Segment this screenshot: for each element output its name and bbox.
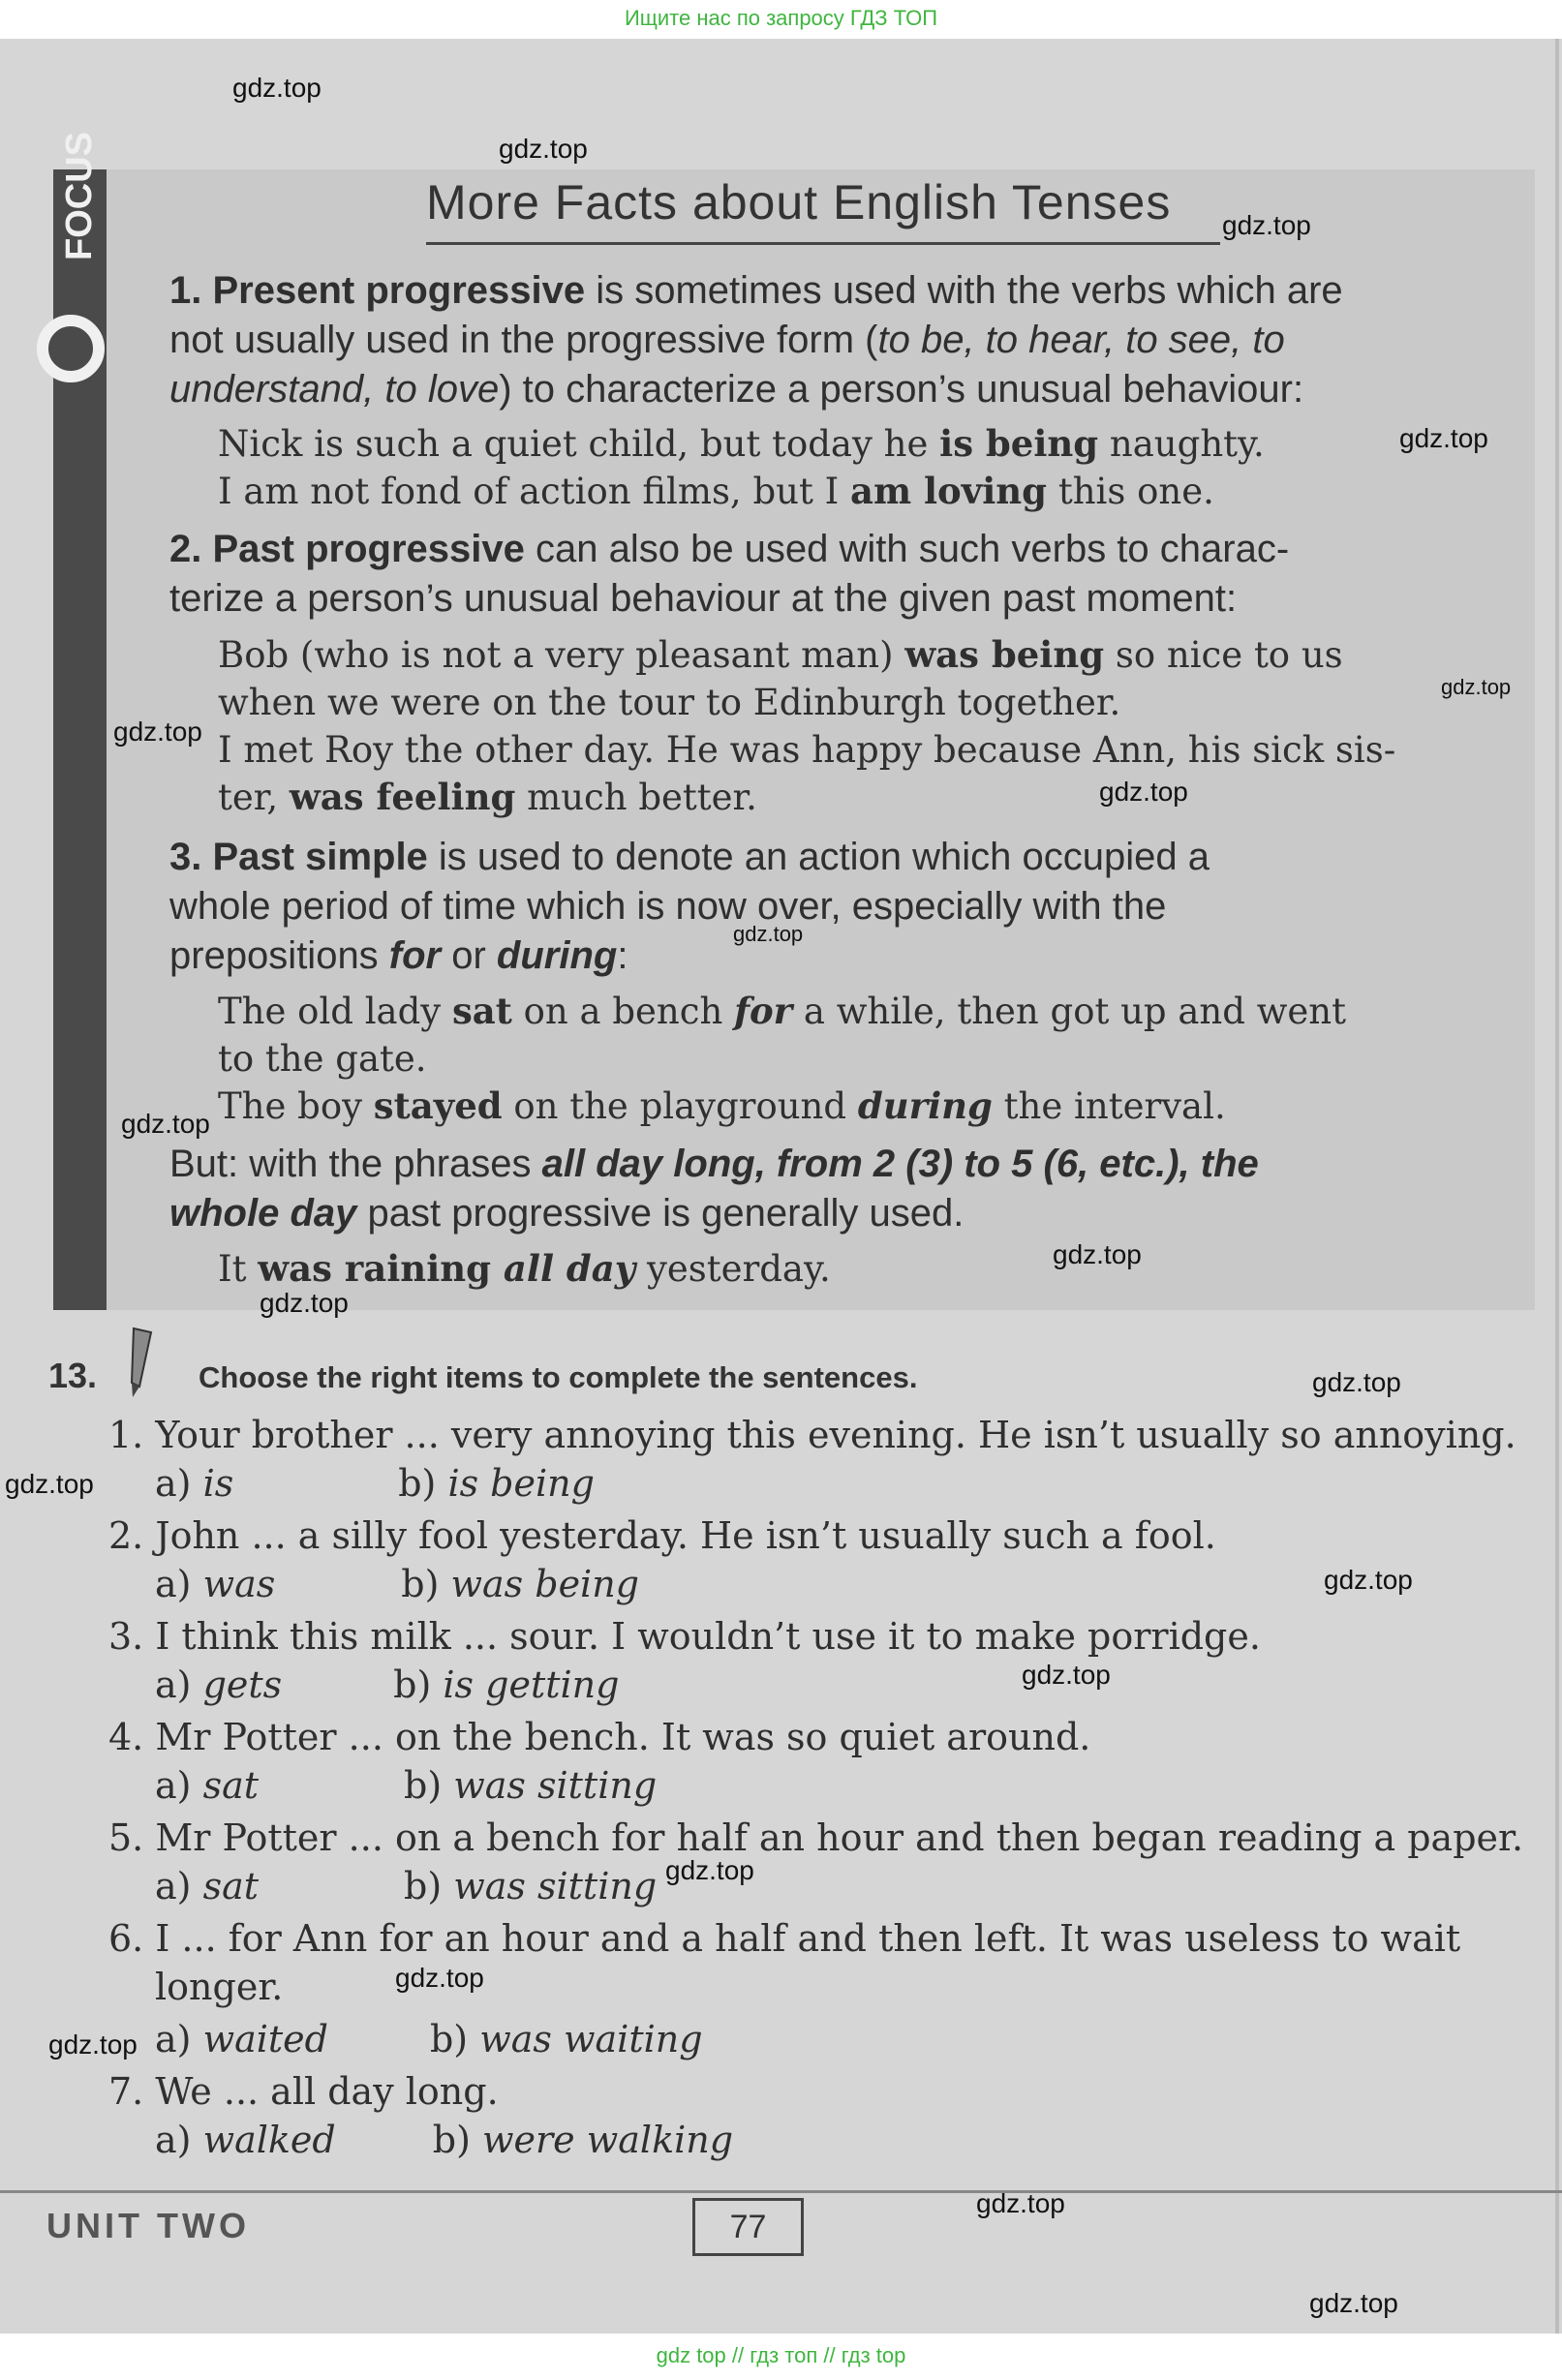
watermark: gdz.top <box>1399 423 1488 453</box>
exercise-instruction: Choose the right items to complete the sentences. <box>199 1360 918 1394</box>
watermark: gdz.top <box>113 717 202 747</box>
watermark: gdz.top <box>1312 1367 1401 1397</box>
watermark: gdz.top <box>395 1963 484 1993</box>
exercise-item-3-options: a) gets b) is getting <box>155 1663 620 1706</box>
rule-1-line-3: understand, to love) to characterize a person’s unusual behaviour: <box>169 368 1304 411</box>
exercise-item-7-options: a) walked b) were walking <box>155 2119 734 2161</box>
watermark: gdz.top <box>733 922 804 946</box>
watermark: gdz.top <box>1222 210 1311 240</box>
watermark: gdz.top <box>121 1109 210 1139</box>
watermark: gdz.top <box>260 1288 349 1318</box>
example-2a-line-1: Bob (who is not a very pleasant man) was being so nice to us <box>218 633 1343 676</box>
exercise-item-6-options: a) waited b) was waiting <box>155 2018 703 2060</box>
unit-label: UNIT TWO <box>46 2206 250 2245</box>
rule-1-line-1: 1. Present progressive is sometimes used with the verbs which are <box>169 269 1343 312</box>
watermark: gdz.top <box>665 1855 754 1885</box>
section-title: More Facts about English Tenses <box>426 175 1172 229</box>
exercise-item-1-options: a) is b) is being <box>155 1462 595 1505</box>
page-edge <box>1555 39 1559 2334</box>
but-note-line-1: But: with the phrases all day long, from 2 (3) to 5 (6, etc.), the <box>169 1143 1259 1185</box>
rule-1-line-2: not usually used in the progressive form (to be, to hear, to see, to <box>169 319 1285 361</box>
footer-rule <box>0 2190 1562 2193</box>
example-3a-line-1: The old lady sat on a bench for a while, then got up and went <box>218 990 1346 1032</box>
exercise-item-3-question: 3. I think this milk ... sour. I wouldn’t use it to make porridge. <box>108 1615 1261 1658</box>
watermark: gdz.top <box>1099 777 1188 807</box>
example-2b-line-1: I met Roy the other day. He was happy because Ann, his sick sis- <box>218 729 1396 771</box>
title-underline <box>426 242 1220 245</box>
example-2b-line-2: ter, was feeling much better. <box>218 776 757 818</box>
exercise-number: 13. <box>48 1356 98 1395</box>
rule-2-line-2: terize a person’s unusual behaviour at the given past moment: <box>169 577 1238 620</box>
exercise-item-2-question: 2. John ... a silly fool yesterday. He isn’t usually such a fool. <box>108 1514 1216 1557</box>
focus-side-label-text: FOCUS <box>59 132 100 260</box>
exercise-item-4-options: a) sat b) was sitting <box>155 1764 658 1807</box>
example-3a-line-2: to the gate. <box>218 1038 427 1080</box>
watermark: gdz.top <box>48 2029 138 2060</box>
exercise-item-5-options: a) sat b) was sitting <box>155 1865 658 1907</box>
example-1a: Nick is such a quiet child, but today he is being naughty. <box>218 422 1265 465</box>
exercise-item-1-question: 1. Your brother ... very annoying this evening. He isn’t usually so annoying. <box>108 1414 1516 1456</box>
top-banner[interactable]: Ищите нас по запросу ГДЗ ТОП <box>624 6 938 30</box>
watermark: gdz.top <box>1324 1565 1413 1595</box>
but-note-line-2: whole day past progressive is generally used. <box>169 1192 965 1235</box>
watermark: gdz.top <box>232 73 322 103</box>
watermark: gdz.top <box>1022 1660 1111 1690</box>
watermark: gdz.top <box>976 2188 1065 2218</box>
rule-3-line-2: whole period of time which is now over, especially with the <box>169 885 1167 928</box>
focus-o-icon <box>37 315 105 382</box>
example-2a-line-2: when we were on the tour to Edinburgh together. <box>218 682 1121 723</box>
exercise-item-6-question-cont: longer. <box>155 1966 284 2008</box>
example-4: It was raining all day yesterday. <box>218 1247 831 1290</box>
page-number: 77 <box>692 2198 804 2256</box>
watermark: gdz.top <box>499 134 588 164</box>
bottom-banner[interactable]: gdz top // гдз топ // гдз top <box>0 2334 1562 2380</box>
watermark: gdz.top <box>5 1469 94 1499</box>
watermark: gdz.top <box>1053 1239 1142 1269</box>
exercise-item-6-question: 6. I ... for Ann for an hour and a half and then left. It was useless to wait <box>108 1917 1461 1960</box>
rule-3-line-1: 3. Past simple is used to denote an action which occupied a <box>169 836 1210 878</box>
rule-3-line-3: prepositions for or during: <box>169 934 628 977</box>
example-1b: I am not fond of action films, but I am loving this one. <box>218 470 1214 512</box>
exercise-item-4-question: 4. Mr Potter ... on the bench. It was so quiet around. <box>108 1716 1091 1758</box>
pencil-icon <box>126 1327 155 1399</box>
exercise-item-5-question: 5. Mr Potter ... on a bench for half an hour and then began reading a paper. <box>108 1816 1524 1859</box>
example-3b: The boy stayed on the playground during the interval. <box>218 1084 1226 1127</box>
rule-2-line-1: 2. Past progressive can also be used with such verbs to charac- <box>169 528 1290 570</box>
watermark: gdz.top <box>1441 675 1512 699</box>
exercise-item-7-question: 7. We ... all day long. <box>108 2070 499 2113</box>
focus-side-label <box>53 132 107 426</box>
exercise-item-2-options: a) was b) was being <box>155 1563 640 1605</box>
watermark: gdz.top <box>1309 2288 1398 2318</box>
